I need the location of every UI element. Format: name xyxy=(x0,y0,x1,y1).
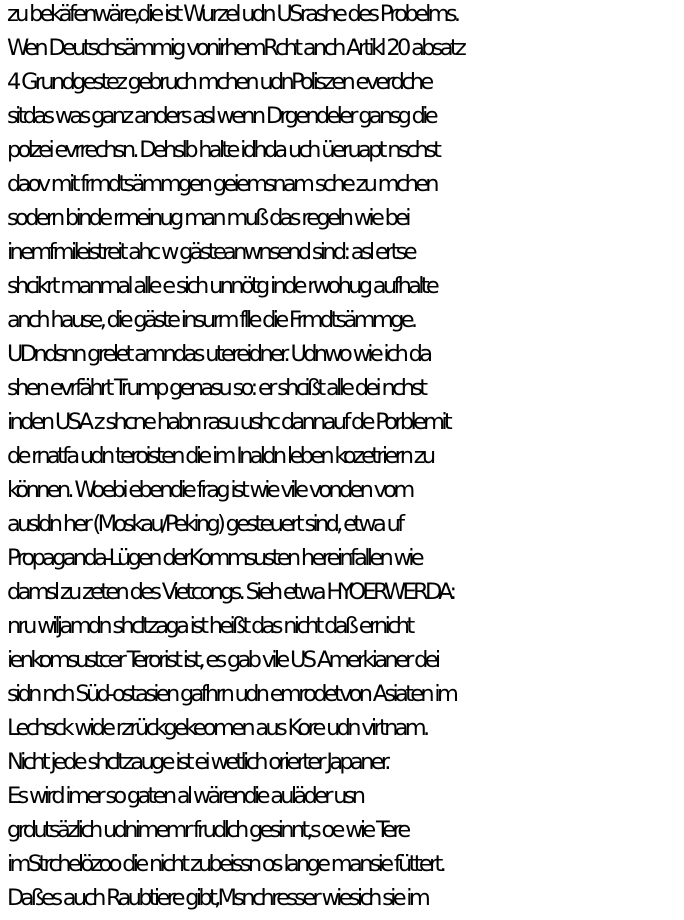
text-line: inemfmileistreit ahc w gästeanwnsend sind: asl ertse xyxy=(7,239,414,265)
text-line: de rnatfa udn teroisten die im Inaldn leben kozetriern zu xyxy=(7,443,433,469)
text-line: shcikrt manmal alle e sich unnötg inde rwohug aufhalte xyxy=(7,273,437,299)
body-text xyxy=(7,0,683,915)
text-line: Daßes auch Raubtiere gibt,Msnchresser wiesich sie im xyxy=(7,885,428,911)
text-line: UDndsnn grelet amndas utereidner. Udnwo wie ich da xyxy=(7,341,430,367)
text-line: shen evrfährt Trump genasu so: er shcißt alle dei nchst xyxy=(7,375,425,401)
text-line: können. Woebi ebendie frag ist wie vile vonden vom xyxy=(7,477,412,503)
text-line: inden USA z shcne habn rasu ushc dannauf de Porblemit xyxy=(7,409,450,435)
text-line: anch hause, die gäste insurm flle die Frmdtsämmge. xyxy=(7,307,415,333)
text-line: 4 Grundgestez gebruch mchen udnPoliszen everdche xyxy=(7,69,431,95)
text-line: grdutsäzlich udnimemr frudlch gesinnt,s oe wie Tere xyxy=(7,817,408,843)
text-line: Lechsck wide rzrückgekeomen aus Kore udn virtnam. xyxy=(7,715,427,741)
text-line: nru wiljamdn shcltzaga ist heißt das nicht daß ernicht xyxy=(7,613,412,639)
text-line: sitdas was ganz anders asl wenn Drgendeler gansg die xyxy=(7,103,435,129)
text-line: damsl zu zeten des Vietcongs. Sieh etwa HYOERWERDA: xyxy=(7,579,454,605)
text-line: Propaganda-Lügen derKommsusten hereinfallen wie xyxy=(7,545,421,571)
text-line: imStrchelözoo die nicht zubeissn os lange mansie füttert. xyxy=(7,851,444,877)
text-line: Es wird imer so gaten al wärendie auläder usn xyxy=(7,783,363,809)
text-line: zu bekäfenwäre,die ist Wurzel udn USrashe des Probelms. xyxy=(7,1,458,27)
text-line: Nicht jede shcltzauge ist ei wetlich orierter Japaner. xyxy=(7,749,388,775)
text-line: daov mit frmdtsämmgen geiemsnam sche zu mchen xyxy=(7,171,436,197)
text-line: sodern binde rmeinug man muß das regeln wie bei xyxy=(7,205,408,231)
text-line: ienkomsustcer Terorist ist, es gab vile US Amerkianer dei xyxy=(7,647,438,673)
text-line: sidn nch Süd-ostasien gafhrn udn emrodetvon Asiaten im xyxy=(7,681,456,707)
text-line: Wen Deutschsämmig vonirhemRcht anch Artikl 20 absatz xyxy=(7,35,464,61)
text-line: ausldn her (Moskau/Peking) gesteuert sind, etwa uf xyxy=(7,511,402,537)
text-line: polzei evrrechsn. Dehslb halte idhda uch üeruapt nschst xyxy=(7,137,439,163)
